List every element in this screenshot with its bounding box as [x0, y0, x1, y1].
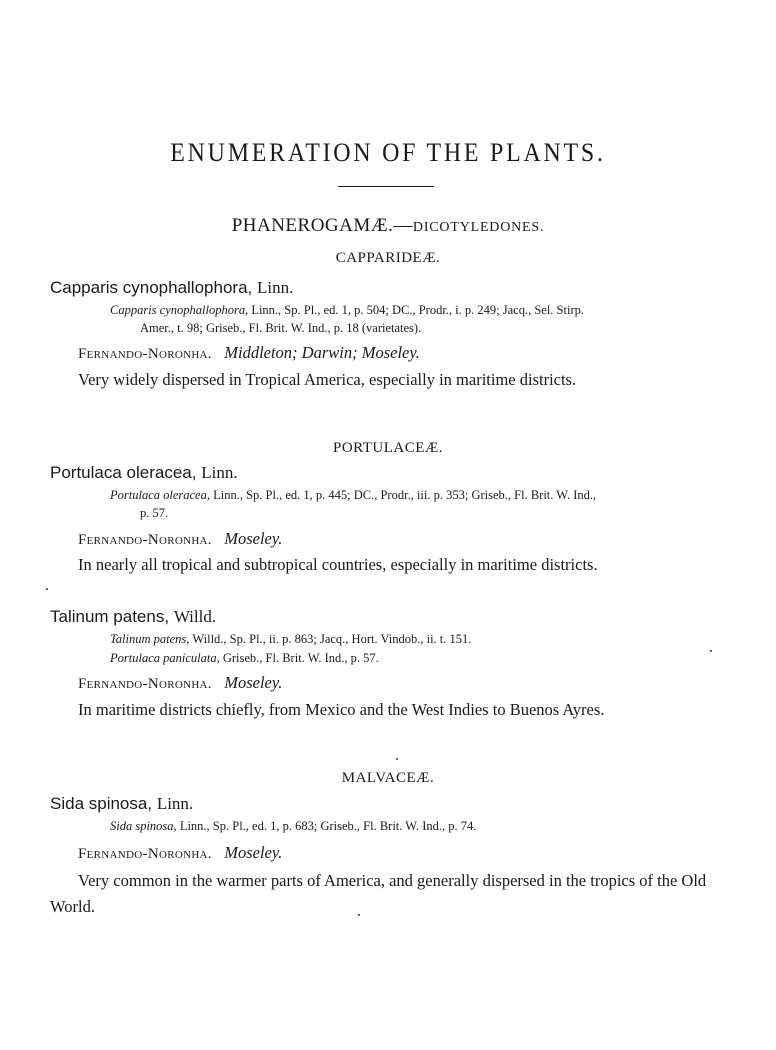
page-title: ENUMERATION OF THE PLANTS. [170, 138, 606, 167]
reference-text: Linn., Sp. Pl., ed. 1, p. 445; DC., Prodr., iii. p. 353; Griseb., Fl. Brit. W. Ind., [209, 488, 597, 502]
family-heading: PORTULACEÆ. [332, 440, 444, 456]
reference-taxon: Sida spinosa, [110, 819, 177, 833]
species-name [50, 463, 238, 483]
reference-text: Linn., Sp. Pl., ed. 1, p. 504; DC., Prodr., i. p. 249; Jacq., Sel. Stirp. [248, 303, 584, 317]
distribution: In maritime districts chiefly, from Mexico and the West Indies to Buenos Ayres. [78, 700, 605, 719]
locality: Fernando-Noronha. [78, 346, 212, 362]
collectors: Middleton; Darwin; Moseley. [224, 343, 420, 362]
scan-speck [46, 588, 48, 590]
reference-continuation: p. 57. [140, 506, 169, 520]
species-authority: Linn. [156, 794, 194, 813]
distribution: Very widely dispersed in Tropical America, especially in maritime districts. [78, 370, 577, 389]
species-name [50, 794, 193, 814]
reference-taxon: Talinum patens, [110, 632, 190, 646]
collectors: Moseley. [224, 529, 283, 548]
class-heading [0, 215, 776, 237]
locality-line [78, 529, 282, 549]
locality: Fernando-Noronha. [78, 532, 212, 548]
class-heading-sub: DICOTYLEDONES. [412, 220, 545, 235]
species-name [50, 278, 293, 298]
distribution: In nearly all tropical and subtropical countries, especially in maritime districts. [78, 555, 598, 574]
species-name [50, 607, 216, 627]
species-binomial: Sida spinosa, [50, 794, 153, 813]
scan-speck [358, 914, 360, 916]
locality-line [78, 843, 282, 863]
reference-continuation: Amer., t. 98; Griseb., Fl. Brit. W. Ind., p. 18 (varietates). [140, 321, 422, 335]
family-heading: CAPPARIDEÆ. [335, 250, 441, 266]
locality: Fernando-Noronha. [78, 676, 212, 692]
reference-text: Willd., Sp. Pl., ii. p. 863; Jacq., Hort. Vindob., ii. t. 151. [189, 632, 472, 646]
species-authority: Willd. [173, 607, 217, 626]
species-binomial: Talinum patens, [50, 607, 170, 626]
species-reference [110, 817, 730, 835]
locality-line [78, 343, 420, 363]
locality-line [78, 673, 282, 693]
scan-speck [710, 650, 712, 652]
reference-text: Linn., Sp. Pl., ed. 1, p. 683; Griseb., Fl. Brit. W. Ind., p. 74. [176, 819, 477, 833]
collectors: Moseley. [224, 673, 283, 692]
species-reference [110, 649, 730, 667]
class-heading-main: PHANEROGAMÆ.— [231, 215, 413, 236]
species-reference [110, 486, 730, 522]
reference-text: Griseb., Fl. Brit. W. Ind., p. 57. [219, 651, 379, 665]
species-binomial: Portulaca oleracea, [50, 463, 197, 482]
reference-taxon: Portulaca oleracea, [110, 488, 210, 502]
species-authority: Linn. [201, 463, 238, 482]
distribution: Very common in the warmer parts of America, and generally dispersed in the tropics of the Old World. [50, 871, 707, 916]
locality: Fernando-Noronha. [78, 846, 212, 862]
reference-taxon: Capparis cynophallophora, [110, 303, 249, 317]
species-binomial: Capparis cynophallophora, [50, 278, 253, 297]
reference-taxon: Portulaca paniculata, [110, 651, 220, 665]
title-rule [338, 186, 434, 187]
collectors: Moseley. [224, 843, 283, 862]
species-reference [110, 630, 730, 648]
species-authority: Linn. [256, 278, 294, 297]
family-heading: MALVACEÆ. [341, 770, 435, 786]
species-reference [110, 301, 730, 337]
scan-speck [396, 758, 398, 760]
